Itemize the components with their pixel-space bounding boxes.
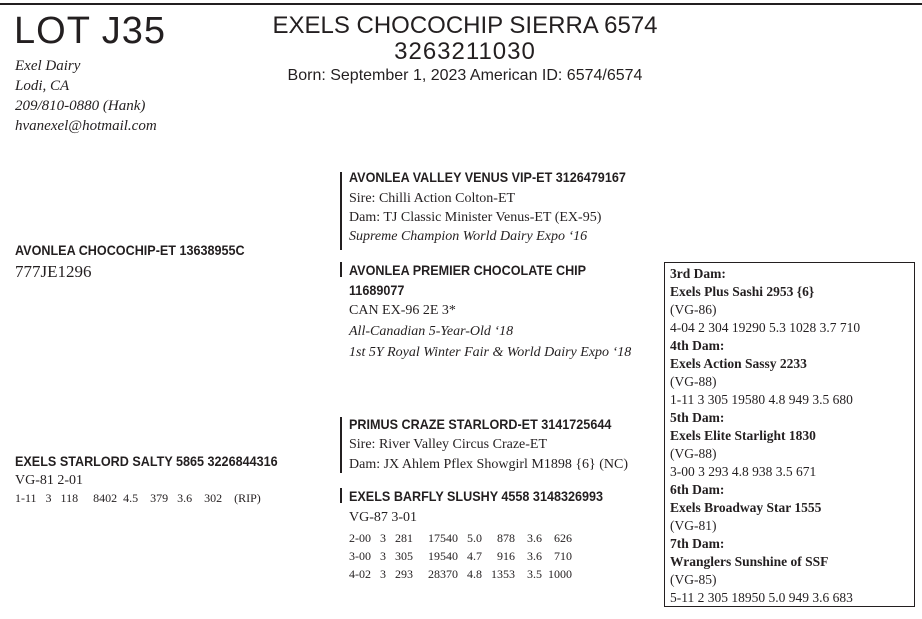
dam-3-classification: (VG-86) (670, 302, 717, 317)
dam-5-label: 5th Dam: (670, 410, 725, 425)
dam-5-classification: (VG-88) (670, 446, 717, 461)
consignor-location: Lodi, CA (15, 78, 70, 94)
dam-3-label: 3rd Dam: (670, 266, 726, 281)
born-line: Born: September 1, 2023 American ID: 6574/6574 (287, 67, 643, 84)
sire-dam-classification: CAN EX-96 2E 3* (349, 303, 456, 318)
dam-3-name: Exels Plus Sashi 2953 {6} (670, 284, 815, 299)
sire-sire-bracket (340, 172, 342, 250)
dam-name: EXELS STARLORD SALTY 5865 3226844316 (15, 453, 278, 469)
dam-7-label: 7th Dam: (670, 536, 725, 551)
dam-7-name: Wranglers Sunshine of SSF (670, 554, 829, 569)
granddam-record-2: 3-00 3 305 19540 4.7 916 3.6 710 (349, 549, 572, 563)
lot-number: LOT J35 (14, 10, 167, 52)
sire-sire-sire: Sire: Chilli Action Colton-ET (349, 191, 516, 206)
dam-record: 1-11 3 118 8402 4.5 379 3.6 302 (RIP) (15, 491, 261, 505)
dam-3-record: 4-04 2 304 19290 5.3 1028 3.7 710 (670, 320, 861, 335)
sire-sire-dam: Dam: TJ Classic Minister Venus-ET (EX-95) (349, 210, 602, 225)
sire-dam-note1: All-Canadian 5-Year-Old ‘18 (349, 324, 514, 339)
dam-3 (670, 265, 914, 337)
dam-7 (670, 535, 914, 607)
dam-4-label: 4th Dam: (670, 338, 725, 353)
granddam-classification: VG-87 3-01 (349, 510, 418, 525)
sire-dam-bracket (340, 262, 342, 277)
dam-sire-block (349, 415, 640, 474)
granddam-name: EXELS BARFLY SLUSHY 4558 3148326993 (349, 488, 604, 504)
granddam-block (349, 487, 631, 583)
dam-4 (670, 337, 914, 409)
consignor-name: Exel Dairy (15, 58, 81, 74)
dam-details (15, 471, 261, 507)
sire-name: AVONLEA CHOCOCHIP-ET 13638955C (15, 242, 245, 258)
dam-6-label: 6th Dam: (670, 482, 725, 497)
sire-dam-name-line2: 11689077 (349, 282, 405, 298)
granddam-record-1: 2-00 3 281 17540 5.0 878 3.6 626 (349, 531, 572, 545)
dam-7-record: 5-11 2 305 18950 5.0 949 3.6 683 (670, 590, 853, 605)
sire-sire-note: Supreme Champion World Dairy Expo ‘16 (349, 229, 588, 244)
dam-6-name: Exels Broadway Star 1555 (670, 500, 822, 515)
dam-pedigree-box (664, 262, 915, 607)
sire-dam-name-line1: AVONLEA PREMIER CHOCOLATE CHIP (349, 262, 587, 278)
dam-6 (670, 481, 914, 535)
dam-5-name: Exels Elite Starlight 1830 (670, 428, 816, 443)
top-rule (0, 3, 922, 5)
consignor-block (15, 56, 157, 136)
sire-code: 777JE1296 (15, 262, 92, 281)
dam-5 (670, 409, 914, 481)
dam-7-classification: (VG-85) (670, 572, 717, 587)
sire-sire-name: AVONLEA VALLEY VENUS VIP-ET 3126479167 (349, 169, 626, 185)
dam-6-classification: (VG-81) (670, 518, 717, 533)
dam-sire-bracket (340, 417, 342, 473)
sire-dam-note2: 1st 5Y Royal Winter Fair & World Dairy Expo ‘18 (349, 345, 632, 360)
dam-4-record: 1-11 3 305 19580 4.8 949 3.5 680 (670, 392, 853, 407)
consignor-phone: 209/810-0880 (Hank) (15, 98, 146, 114)
sire-sire-block (349, 168, 657, 246)
animal-name: EXELS CHOCOCHIP SIERRA 6574 (272, 12, 658, 39)
dam-classification: VG-81 2-01 (15, 473, 84, 488)
granddam-bracket (340, 488, 342, 503)
dam-sire-name: PRIMUS CRAZE STARLORD-ET 3141725644 (349, 416, 612, 432)
consignor-email: hvanexel@hotmail.com (15, 118, 157, 134)
animal-registration: 3263211030 (394, 38, 536, 65)
sire-dam-block (349, 261, 631, 362)
dam-4-name: Exels Action Sassy 2233 (670, 356, 807, 371)
dam-4-classification: (VG-88) (670, 374, 717, 389)
dam-sire-sire: Sire: River Valley Circus Craze-ET (349, 437, 548, 452)
dam-5-record: 3-00 3 293 4.8 938 3.5 671 (670, 464, 817, 479)
dam-sire-dam: Dam: JX Ahlem Pflex Showgirl M1898 {6} (NC) (349, 457, 629, 472)
granddam-record-3: 4-02 3 293 28370 4.8 1353 3.5 1000 (349, 567, 572, 581)
